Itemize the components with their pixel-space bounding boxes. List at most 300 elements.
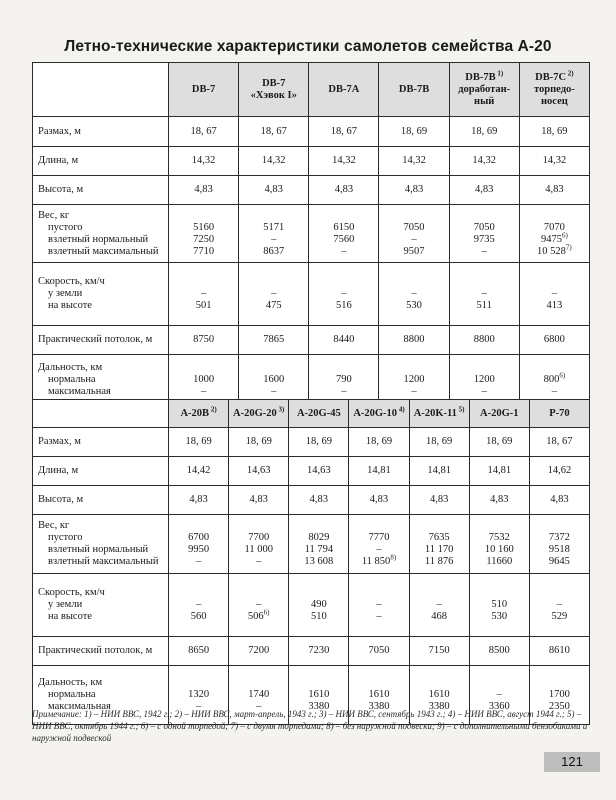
row-label-speed — [33, 263, 169, 326]
cell-value: 10 528$^{7)}$ — [537, 243, 572, 257]
row-sublabel: максимальная — [48, 385, 111, 397]
cell-value: 14,32 — [191, 155, 216, 166]
column-header — [289, 400, 349, 428]
row-label-length — [33, 457, 169, 486]
value-cell — [169, 326, 239, 355]
cell-value: 4,83 — [249, 494, 268, 505]
row-label: Практический потолок, м — [38, 645, 153, 656]
cell-value: 2350 — [548, 701, 570, 712]
value-cell — [529, 428, 589, 457]
row-label: Дальность, км — [38, 361, 103, 373]
row-label-height — [33, 176, 169, 205]
cell-value: 18, 69 — [400, 125, 428, 137]
value-cell — [409, 428, 469, 457]
cell-value: – — [195, 556, 202, 567]
row-label: Вес, кг — [38, 209, 70, 221]
value-cell — [529, 515, 589, 574]
value-stack — [474, 587, 525, 623]
column-header — [469, 400, 529, 428]
value-cell — [229, 574, 289, 637]
cell-value: 530 — [406, 300, 422, 311]
cell-value: 1200 — [403, 373, 425, 385]
cell-value: 18, 67 — [546, 436, 573, 447]
header-line: DB-7A — [328, 83, 360, 95]
table-row — [33, 117, 590, 147]
value-cell — [449, 205, 519, 263]
row-sublabel: максимальная — [48, 701, 111, 712]
row-label: Вес, кг — [38, 520, 70, 531]
cell-value: – — [271, 233, 277, 245]
cell-value: 14,81 — [487, 465, 512, 476]
value-stack — [454, 210, 515, 258]
value-stack — [233, 520, 284, 568]
value-stack — [313, 362, 374, 398]
table-row — [33, 574, 590, 637]
value-cell — [409, 457, 469, 486]
footnote-ref: 6) — [263, 608, 270, 617]
row-label-span — [33, 428, 169, 457]
cell-value: 510 — [491, 599, 508, 610]
cell-value: 4,83 — [264, 184, 283, 195]
cell-value: 413 — [546, 300, 563, 311]
row-label: Практический потолок, м — [38, 334, 153, 345]
value-stack — [173, 362, 234, 398]
row-sublabel: пустого — [48, 221, 83, 233]
cell-value: 14,32 — [402, 155, 426, 166]
cell-value: 3380 — [308, 701, 330, 712]
value-stack — [524, 210, 585, 258]
row-sublabel: взлетный нормальный — [48, 544, 149, 555]
column-header — [519, 63, 589, 117]
cell-value: – — [551, 385, 558, 397]
table-row — [33, 486, 590, 515]
value-cell — [529, 574, 589, 637]
cell-value: 7050 — [473, 221, 495, 233]
cell-value: – — [436, 599, 442, 610]
row-label: Длина, м — [38, 465, 79, 476]
value-cell — [409, 637, 469, 666]
value-cell — [449, 263, 519, 326]
row-sublabel: у земли — [48, 599, 83, 610]
cell-value: – — [200, 288, 207, 299]
row-label: Размах, м — [38, 125, 81, 137]
row-sublabel: пустого — [48, 532, 83, 543]
cell-value: 18, 69 — [426, 436, 453, 447]
cell-value: 8440 — [333, 334, 355, 345]
cell-value: 4,83 — [490, 494, 509, 505]
column-header — [379, 63, 449, 117]
cell-value: 7070 — [543, 221, 565, 233]
row-sublabel: у земли — [48, 288, 83, 299]
cell-value: 475 — [265, 300, 282, 311]
cell-value: 7150 — [428, 645, 450, 656]
value-cell — [309, 176, 379, 205]
cell-value: 7710 — [193, 245, 215, 257]
cell-value: 4,83 — [334, 184, 354, 195]
cell-value: 3360 — [488, 701, 510, 712]
value-cell — [169, 205, 239, 263]
value-cell — [289, 574, 349, 637]
footnote-ref: 5) — [456, 405, 465, 413]
value-cell — [169, 263, 239, 326]
cell-value: – — [376, 544, 382, 555]
value-cell — [289, 486, 349, 515]
value-cell — [239, 326, 309, 355]
cell-value: 5171 — [263, 221, 285, 233]
cell-value: 4,83 — [475, 184, 494, 195]
cell-value: – — [256, 599, 262, 610]
cell-value: 4,83 — [189, 494, 208, 505]
cell-value: 14,81 — [367, 465, 391, 476]
cell-value: 4,83 — [404, 184, 424, 195]
value-cell — [349, 637, 409, 666]
value-cell — [469, 637, 529, 666]
cell-value: 8650 — [188, 645, 210, 656]
footnote: Примечание: 1) – НИИ ВВС, 1942 г.; 2) – НИИ ВВС, март-апрель, 1943 г.; 3) – НИИ ВВС, сентябрь 1943 г.; 4) – НИИ ВВС, август 1944 г.; 5) – НИИ ВВС, октябрь 1944 г.; 6) – с одной торпедой; 7) – с двумя торпедами; 8) – без наружной подвески; 9) – с дополнительными бензобаками и наружной подвеской — [32, 709, 588, 743]
cell-value: 11 170 — [424, 544, 454, 555]
cell-value: 11 794 — [304, 544, 334, 555]
cell-value: 11660 — [486, 556, 513, 567]
cell-value: 14,32 — [472, 155, 497, 166]
header-line: ный — [474, 95, 495, 107]
value-cell — [449, 355, 519, 405]
value-cell — [409, 486, 469, 515]
value-cell — [449, 117, 519, 147]
row-label: Высота, м — [38, 494, 84, 505]
value-stack — [173, 276, 234, 312]
cell-value: 7700 — [248, 532, 270, 543]
row-label: Скорость, км/ч — [38, 587, 105, 598]
column-header — [529, 400, 589, 428]
value-cell — [349, 457, 409, 486]
table-row — [33, 457, 590, 486]
value-cell — [349, 515, 409, 574]
cell-value: – — [195, 701, 202, 712]
cell-value: – — [481, 288, 487, 299]
footnote-ref: 4) — [397, 405, 405, 413]
cell-value: 7230 — [308, 645, 330, 656]
cell-value: 7770 — [368, 532, 390, 543]
cell-value: 4,83 — [309, 494, 329, 505]
value-cell — [349, 428, 409, 457]
cell-value: 4,83 — [545, 184, 564, 195]
value-cell — [289, 637, 349, 666]
footnote-ref: 2) — [209, 405, 217, 413]
cell-value: 18, 69 — [305, 436, 332, 447]
cell-value: 4,83 — [550, 494, 569, 505]
cell-value: – — [256, 556, 262, 567]
value-cell — [379, 205, 449, 263]
cell-value: 18, 69 — [245, 436, 272, 447]
value-stack — [383, 362, 444, 398]
value-stack — [243, 276, 304, 312]
cell-value: 516 — [336, 300, 352, 311]
cell-value: – — [411, 288, 417, 299]
cell-value: 490 — [310, 599, 327, 610]
header-line: A-20G-10 $^{4)}$ — [353, 405, 405, 419]
header-line: «Хэвок I» — [250, 89, 297, 101]
cell-value: 9507 — [403, 245, 425, 257]
cell-value: – — [496, 689, 502, 700]
cell-value: 510 — [310, 611, 327, 622]
value-stack — [414, 587, 465, 623]
value-cell — [449, 176, 519, 205]
value-cell — [169, 355, 239, 405]
cell-value: 790 — [336, 373, 352, 385]
cell-value: 5160 — [193, 221, 215, 233]
value-cell — [379, 117, 449, 147]
cell-value: 530 — [491, 611, 508, 622]
column-header — [169, 400, 229, 428]
cell-value: 1320 — [188, 689, 210, 700]
cell-value: – — [256, 701, 262, 712]
value-cell — [289, 457, 349, 486]
cell-value: 560 — [190, 611, 207, 622]
value-cell — [239, 176, 309, 205]
value-cell — [169, 117, 239, 147]
cell-value: 4,83 — [369, 494, 389, 505]
cell-value: 18, 69 — [365, 436, 393, 447]
cell-value: – — [341, 245, 347, 257]
value-cell — [469, 574, 529, 637]
value-cell — [239, 117, 309, 147]
value-stack — [313, 210, 374, 258]
table-row — [33, 428, 590, 457]
cell-value: 14,62 — [547, 465, 572, 476]
cell-value: 4,83 — [429, 494, 449, 505]
cell-value: – — [411, 385, 417, 397]
cell-value: 14,42 — [186, 465, 211, 476]
row-label-weight — [33, 515, 169, 574]
value-stack — [173, 210, 234, 258]
row-sublabel: взлетный максимальный — [48, 556, 159, 567]
value-cell — [169, 486, 229, 515]
row-label-height — [33, 486, 169, 515]
value-stack — [293, 587, 344, 623]
column-header — [169, 63, 239, 117]
value-cell — [519, 117, 589, 147]
value-cell — [469, 486, 529, 515]
value-stack — [474, 520, 525, 568]
cell-value: – — [411, 233, 417, 245]
cell-value: 1000 — [193, 373, 215, 385]
row-sublabel: на высоте — [48, 611, 92, 622]
cell-value: 18, 67 — [260, 125, 287, 137]
value-cell — [239, 355, 309, 405]
page-title: Летно-технические характеристики самолетов семейства A-20 — [64, 38, 552, 55]
row-label-span — [33, 117, 169, 147]
value-cell — [169, 457, 229, 486]
value-cell — [379, 326, 449, 355]
cell-value: 8800 — [473, 334, 495, 345]
cell-value: 11 876 — [424, 556, 454, 567]
corner-cell — [33, 400, 169, 428]
row-label: Размах, м — [38, 436, 81, 447]
cell-value: 1610 — [308, 689, 330, 700]
value-cell — [519, 326, 589, 355]
footnote-ref: 1) — [495, 69, 504, 77]
value-stack — [313, 276, 374, 312]
cell-value: 7050 — [368, 645, 390, 656]
cell-value: 529 — [551, 611, 568, 622]
header-line: A-20B $^{2)}$ — [180, 405, 217, 419]
cell-value: 1600 — [263, 373, 285, 385]
footnote-ref: 8) — [390, 553, 397, 562]
value-cell — [169, 637, 229, 666]
value-cell — [379, 263, 449, 326]
cell-value: 10 160 — [484, 544, 514, 555]
cell-value: 7200 — [248, 645, 270, 656]
cell-value: 14,81 — [427, 465, 451, 476]
cell-value: 14,32 — [542, 155, 567, 166]
value-cell — [469, 428, 529, 457]
value-stack — [534, 520, 585, 568]
cell-value: – — [200, 385, 207, 397]
cell-value: 501 — [195, 300, 212, 311]
row-sublabel: на высоте — [48, 300, 92, 311]
cell-value: 8500 — [488, 645, 510, 656]
value-stack — [173, 587, 224, 623]
row-label: Высота, м — [38, 184, 84, 195]
row-label: Длина, м — [38, 155, 79, 166]
value-cell — [309, 117, 379, 147]
header-row — [33, 63, 590, 117]
column-header — [409, 400, 469, 428]
cell-value: 18, 67 — [190, 125, 217, 137]
cell-value: – — [271, 288, 277, 299]
cell-value: 9735 — [473, 233, 495, 245]
value-cell — [169, 574, 229, 637]
value-cell — [309, 355, 379, 405]
cell-value: 8750 — [193, 334, 215, 345]
cell-value: – — [376, 599, 382, 610]
table-row — [33, 326, 590, 355]
footnote-ref: 6) — [561, 231, 568, 239]
cell-value: 1700 — [548, 689, 570, 700]
cell-value: 1610 — [428, 689, 450, 700]
cell-value: 11 000 — [244, 544, 273, 555]
cell-value: 9518 — [548, 544, 570, 555]
value-stack — [243, 362, 304, 398]
cell-value: 1610 — [368, 689, 390, 700]
header-line: носец — [540, 95, 568, 107]
row-label-ceiling — [33, 326, 169, 355]
value-cell — [309, 263, 379, 326]
value-stack — [353, 520, 404, 568]
value-cell — [309, 326, 379, 355]
value-stack — [524, 276, 585, 312]
table-row — [33, 355, 590, 405]
value-cell — [449, 147, 519, 176]
header-line: DB-7C $^{2)}$ — [535, 69, 574, 83]
column-header — [309, 63, 379, 117]
cell-value: 8029 — [308, 532, 330, 543]
cell-value: 14,32 — [332, 155, 356, 166]
value-cell — [519, 263, 589, 326]
value-stack — [534, 587, 585, 623]
value-cell — [289, 428, 349, 457]
cell-value: 7372 — [548, 532, 570, 543]
cell-value: 6700 — [188, 532, 210, 543]
value-stack — [454, 276, 515, 312]
cell-value: – — [341, 385, 347, 397]
cell-value: 7560 — [333, 233, 355, 245]
cell-value: 18, 67 — [330, 125, 358, 137]
row-sublabel: взлетный нормальный — [48, 233, 149, 245]
cell-value: 18, 69 — [486, 436, 513, 447]
value-cell — [169, 515, 229, 574]
value-cell — [309, 205, 379, 263]
cell-value: – — [195, 599, 202, 610]
spec-table-db7 — [32, 62, 590, 405]
value-cell — [349, 574, 409, 637]
value-cell — [309, 147, 379, 176]
value-cell — [529, 457, 589, 486]
value-cell — [519, 147, 589, 176]
cell-value: 3380 — [428, 701, 450, 712]
cell-value: 8800 — [403, 334, 425, 345]
value-stack — [353, 587, 404, 623]
value-cell — [469, 457, 529, 486]
value-cell — [519, 176, 589, 205]
cell-value: 8637 — [263, 245, 285, 257]
cell-value: 6150 — [333, 221, 355, 233]
header-line: доработан- — [458, 83, 511, 95]
value-stack — [383, 276, 444, 312]
cell-value: – — [556, 599, 563, 610]
cell-value: 7532 — [488, 532, 510, 543]
cell-value: 14,32 — [261, 155, 286, 166]
table-row — [33, 147, 590, 176]
cell-value: 9950 — [188, 544, 210, 555]
value-cell — [469, 515, 529, 574]
cell-value: 18, 69 — [541, 125, 568, 137]
value-cell — [529, 486, 589, 515]
table-row — [33, 205, 590, 263]
cell-value: 8610 — [548, 645, 570, 656]
cell-value: – — [376, 611, 382, 622]
value-cell — [289, 515, 349, 574]
header-line: A-20G-45 — [296, 407, 341, 419]
value-cell — [169, 176, 239, 205]
row-sublabel: взлетный максимальный — [48, 245, 159, 257]
header-line: P-70 — [549, 407, 570, 419]
value-cell — [169, 147, 239, 176]
cell-value: 18, 69 — [185, 436, 212, 447]
table-row — [33, 176, 590, 205]
cell-value: 511 — [476, 300, 492, 311]
value-cell — [519, 355, 589, 405]
column-header — [449, 63, 519, 117]
cell-value: – — [341, 288, 347, 299]
cell-value: 7250 — [193, 233, 215, 245]
value-cell — [229, 637, 289, 666]
value-cell — [229, 428, 289, 457]
value-cell — [229, 486, 289, 515]
header-line: A-20K-11 $^{5)}$ — [413, 405, 465, 419]
header-line: A-20G-20 $^{3)}$ — [233, 405, 285, 419]
header-line: DB-7 — [262, 77, 286, 89]
row-label: Дальность, км — [38, 677, 103, 688]
row-label-ceiling — [33, 637, 169, 666]
value-cell — [379, 176, 449, 205]
value-stack — [243, 210, 304, 258]
spec-table-a20 — [32, 399, 590, 725]
row-label: Скорость, км/ч — [38, 276, 105, 287]
cell-value: 9475$^{6)}$ — [540, 231, 568, 245]
cell-value: 14,63 — [246, 465, 271, 476]
cell-value: – — [271, 385, 277, 397]
